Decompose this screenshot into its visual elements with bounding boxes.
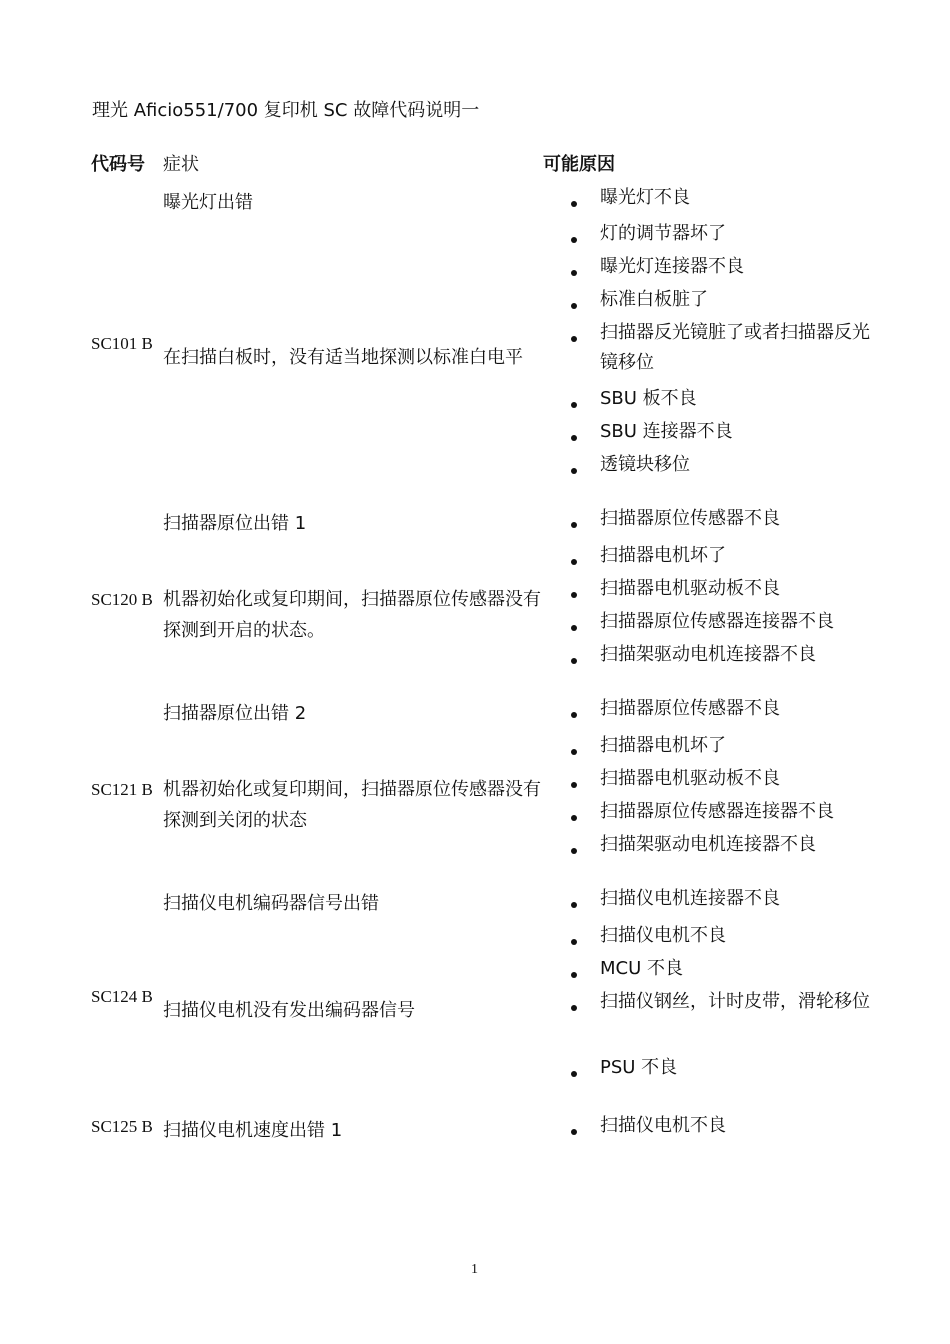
error-code: SC124 B [91, 987, 153, 1006]
symptom-description: 机器初始化或复印期间，扫描器原位传感器没有探测到开启的状态。 [163, 589, 541, 641]
header-symptom: 症状 [163, 154, 199, 175]
page-title: 理光 Aficio551/700 复印机 SC 故障代码说明一 [92, 100, 480, 121]
bullet [571, 1071, 577, 1077]
cause-item: 扫描器原位传感器不良 [600, 508, 780, 529]
cause-item: SBU 板不良 [600, 388, 697, 409]
error-code: SC120 B [91, 590, 153, 609]
cause-item: 扫描器原位传感器连接器不良 [600, 801, 834, 822]
cause-item: 扫描器电机坏了 [600, 545, 726, 566]
bullet [571, 468, 577, 474]
bullet [571, 712, 577, 718]
bullet [571, 402, 577, 408]
cause-item: 曝光灯连接器不良 [600, 256, 744, 277]
cause-item: 扫描器电机驱动板不良 [600, 768, 780, 789]
cause-item: 扫描器反光镜脏了或者扫描器反光镜移位 [600, 322, 870, 373]
symptom-description: 机器初始化或复印期间，扫描器原位传感器没有探测到关闭的状态 [163, 779, 541, 831]
header-code: 代码号 [91, 154, 145, 175]
symptom-description: 在扫描白板时，没有适当地探测以标准白电平 [163, 347, 523, 368]
error-code: SC121 B [91, 780, 153, 799]
cause-item: 扫描仪钢丝，计时皮带，滑轮移位 [600, 991, 870, 1012]
cause-item: 标准白板脏了 [600, 289, 708, 310]
bullet [571, 848, 577, 854]
cause-item: 扫描仪电机连接器不良 [600, 888, 780, 909]
bullet [571, 237, 577, 243]
symptom-title: 扫描仪电机编码器信号出错 [163, 893, 379, 914]
bullet [571, 303, 577, 309]
cause-item: SBU 连接器不良 [600, 421, 733, 442]
bullet [571, 592, 577, 598]
symptom-title: 扫描器原位出错 1 [163, 513, 307, 534]
symptom-title: 扫描仪电机速度出错 1 [163, 1120, 343, 1141]
cause-item: PSU 不良 [600, 1057, 678, 1078]
cause-item: 扫描器原位传感器连接器不良 [600, 611, 834, 632]
error-code: SC101 B [91, 334, 153, 353]
cause-item: 扫描架驱动电机连接器不良 [600, 834, 816, 855]
cause-item: 灯的调节器坏了 [600, 223, 726, 244]
header-cause: 可能原因 [543, 154, 615, 175]
cause-item: 曝光灯不良 [600, 187, 690, 208]
cause-item: MCU 不良 [600, 958, 683, 979]
bullet [571, 939, 577, 945]
bullet [571, 749, 577, 755]
bullet [571, 815, 577, 821]
bullet [571, 1129, 577, 1135]
cause-item: 扫描器原位传感器不良 [600, 698, 780, 719]
bullet [571, 522, 577, 528]
symptom-description: 扫描仪电机没有发出编码器信号 [163, 1000, 415, 1021]
cause-item: 透镜块移位 [600, 454, 690, 475]
bullet [571, 336, 577, 342]
bullet [571, 1005, 577, 1011]
error-code: SC125 B [91, 1117, 153, 1136]
cause-item: 扫描架驱动电机连接器不良 [600, 644, 816, 665]
symptom-title: 曝光灯出错 [163, 192, 253, 213]
bullet [571, 972, 577, 978]
cause-item: 扫描仪电机不良 [600, 925, 726, 946]
bullet [571, 435, 577, 441]
bullet [571, 782, 577, 788]
bullet [571, 201, 577, 207]
cause-item: 扫描器电机坏了 [600, 735, 726, 756]
page-number: 1 [471, 1262, 478, 1277]
bullet [571, 658, 577, 664]
cause-item: 扫描器电机驱动板不良 [600, 578, 780, 599]
bullet [571, 902, 577, 908]
bullet [571, 559, 577, 565]
bullet [571, 625, 577, 631]
symptom-title: 扫描器原位出错 2 [163, 703, 307, 724]
cause-item: 扫描仪电机不良 [600, 1115, 726, 1136]
bullet [571, 270, 577, 276]
